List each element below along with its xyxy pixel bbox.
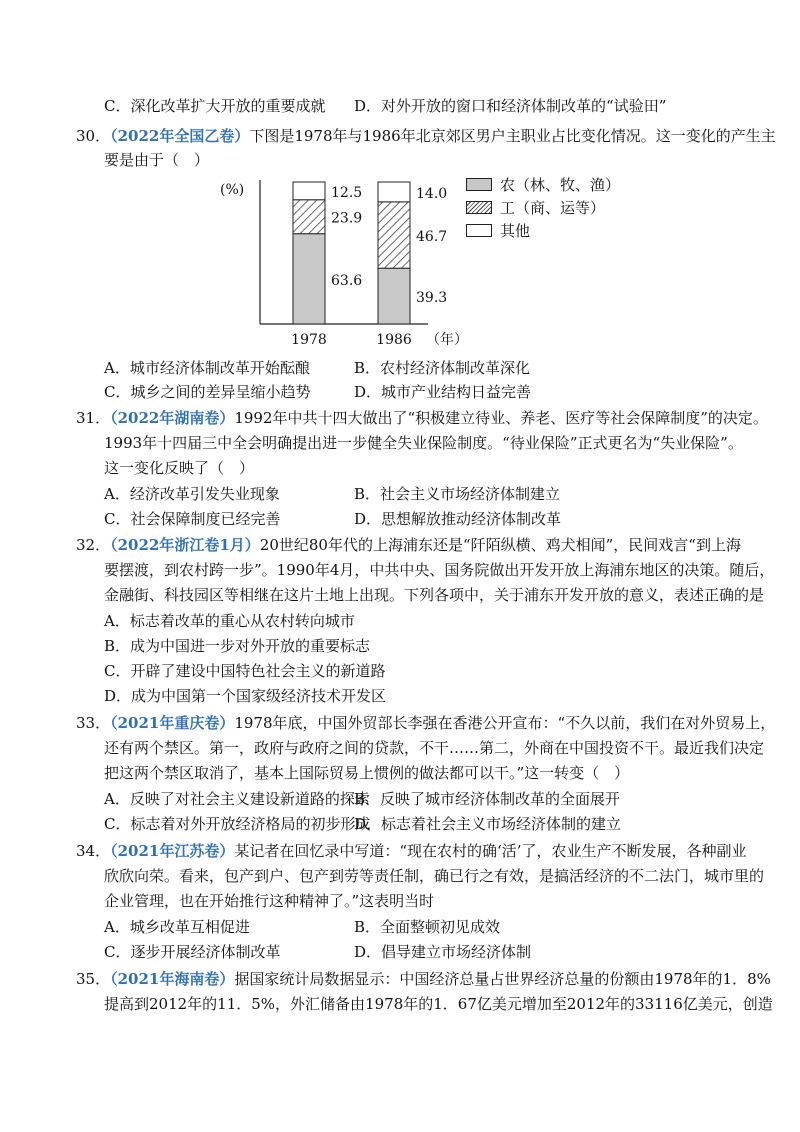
- data-label-1986-2: 14.0: [416, 185, 448, 202]
- q33-option-b: B．反映了城市经济体制改革的全面展开: [354, 790, 621, 808]
- q31-stem-line3: 这一变化反映了（ ）: [104, 459, 255, 477]
- question-number: 33．: [76, 714, 111, 732]
- x-tick-label-1978: 1978: [291, 332, 327, 348]
- q34-option-d: D．倡导建立市场经济体制: [354, 943, 532, 961]
- q32-option-b: B．成为中国进一步对外开放的重要标志: [104, 637, 371, 655]
- q33-option-d: D．标志着社会主义市场经济体制的建立: [354, 815, 622, 833]
- q32-stem-line2: 要摆渡，到农村跨一步”。1990年4月，中共中央、国务院做出开发开放上海浦东地区的决策。随后，: [104, 561, 775, 579]
- question-source: （2022年全国乙卷）: [110, 127, 250, 145]
- data-label-1986-0: 39.3: [416, 290, 448, 307]
- question-text: 20世纪80年代的上海浦东还是“阡陌纵横、鸡犬相闻”，民间戏言“到上海: [259, 536, 741, 554]
- q34-stem-line2: 欣欣向荣。看来，包产到户、包产到劳等责任制，确已行之有效，是搞活经济的不二法门，城市里的: [104, 867, 765, 885]
- data-label-1978-0: 63.6: [331, 272, 363, 289]
- legend-label: 其他: [500, 222, 531, 240]
- bar-segment-1986-0: [378, 268, 410, 324]
- question-source: （2022年湖南卷）: [110, 409, 235, 427]
- legend-label: 农（林、牧、渔）: [500, 176, 621, 194]
- q30-option-b: B．农村经济体制改革深化: [354, 359, 531, 377]
- question-number: 35．: [76, 970, 111, 988]
- question-number: 32．: [76, 536, 111, 554]
- q35-stem-line2: 提高到2012年的11．5%，外汇储备由1978年的1．67亿美元增加至2012年的33116亿美元，创造: [104, 995, 773, 1013]
- q33-stem-line2: 还有两个禁区。第一，政府与政府之间的贷款，不干……第二，外商在中国投资不干。最近我们决定: [104, 739, 765, 757]
- q31-option-a: A．经济改革引发失业现象: [104, 485, 280, 503]
- legend-swatch-gray: [466, 178, 492, 191]
- q34-option-b: B．全面整顿初见成效: [354, 918, 501, 936]
- question-text: 下图是1978年与1986年北京郊区男户主职业占比变化情况。这一变化的产生主: [249, 127, 776, 145]
- legend-label: 工（商、运等）: [500, 199, 606, 217]
- q31-stem-line1: [76, 408, 768, 428]
- y-axis-unit-label: (%): [220, 182, 245, 198]
- q29-option-c: C．深化改革扩大开放的重要成就: [104, 97, 326, 115]
- data-label-1978-1: 23.9: [331, 210, 363, 227]
- bar-segment-1986-2: [378, 182, 410, 202]
- bar-segment-1978-1: [293, 200, 325, 234]
- q34-stem-line3: 企业管理，也在开始推行这种精神了。”这表明当时: [104, 892, 435, 910]
- bar-segment-1978-2: [293, 182, 325, 200]
- q33-stem-line3: 把这两个禁区取消了，基本上国际贸易上惯例的做法都可以干。”这一转变（ ）: [104, 764, 630, 782]
- q31-option-b: B．社会主义市场经济体制建立: [354, 485, 561, 503]
- legend-swatch-hatch: [466, 201, 492, 214]
- q31-option-c: C．社会保障制度已经完善: [104, 510, 281, 528]
- q30-option-d: D．城市产业结构日益完善: [354, 383, 532, 401]
- q30-stem-line1: [76, 126, 776, 146]
- q30-option-a: A．城市经济体制改革开始酝酿: [104, 359, 310, 377]
- question-text: 据国家统计局数据显示：中国经济总量占世界经济总量的份额由1978年的1．8%: [234, 970, 771, 988]
- q29-option-d: D．对外开放的窗口和经济体制改革的“试验田”: [354, 97, 667, 115]
- question-text: 某记者在回忆录中写道：“现在农村的确‘活’了，农业生产不断发展，各种副业: [234, 842, 747, 860]
- x-tick-label-1986: 1986: [376, 332, 412, 348]
- q31-stem-line2: 1993年十四届三中全会明确提出进一步健全失业保险制度。“待业保险”正式更名为“失业保险”。: [104, 434, 743, 452]
- q33-option-a: A．反映了对社会主义建设新道路的探索: [104, 790, 370, 808]
- q32-stem-line1: [76, 535, 741, 555]
- question-text: 1992年中共十四大做出了“积极建立待业、养老、医疗等社会保障制度”的决定。: [234, 409, 768, 427]
- q32-stem-line3: 金融街、科技园区等相继在这片土地上出现。下列各项中，关于浦东开发开放的意义，表述正确的是: [104, 586, 765, 604]
- q34-option-c: C．逐步开展经济体制改革: [104, 943, 281, 961]
- question-source: （2021年江苏卷）: [110, 842, 235, 860]
- q34-option-a: A．城乡改革互相促进: [104, 918, 250, 936]
- q32-option-d: D．成为中国第一个国家级经济技术开发区: [104, 687, 387, 705]
- question-source: （2021年海南卷）: [110, 970, 235, 988]
- q30-stem-line2: 要是由于（ ）: [104, 151, 210, 169]
- question-number: 34．: [76, 842, 111, 860]
- x-axis-unit-label: （年）: [426, 332, 468, 348]
- legend-swatch-white: [466, 224, 492, 237]
- question-number: 31．: [76, 409, 111, 427]
- q30-option-c: C．城乡之间的差异呈缩小趋势: [104, 383, 311, 401]
- question-number: 30．: [76, 127, 111, 145]
- q32-option-c: C．开辟了建设中国特色社会主义的新道路: [104, 662, 386, 680]
- q34-stem-line1: [76, 841, 747, 861]
- bar-segment-1978-0: [293, 234, 325, 324]
- question-source: （2022年浙江卷1月）: [110, 536, 260, 554]
- question-text: 1978年底，中国外贸部长李强在香港公开宣布：“不久以前，我们在对外贸易上，: [234, 714, 776, 732]
- q33-option-c: C．标志着对外开放经济格局的初步形成: [104, 815, 371, 833]
- data-label-1978-2: 12.5: [331, 184, 363, 201]
- q31-option-d: D．思想解放推动经济体制改革: [354, 510, 562, 528]
- q32-option-a: A．标志着改革的重心从农村转向城市: [104, 612, 355, 630]
- q35-stem-line1: [76, 969, 771, 989]
- question-source: （2021年重庆卷）: [110, 714, 235, 732]
- data-label-1986-1: 46.7: [416, 229, 448, 246]
- q33-stem-line1: [76, 713, 775, 733]
- bar-segment-1986-1: [378, 202, 410, 268]
